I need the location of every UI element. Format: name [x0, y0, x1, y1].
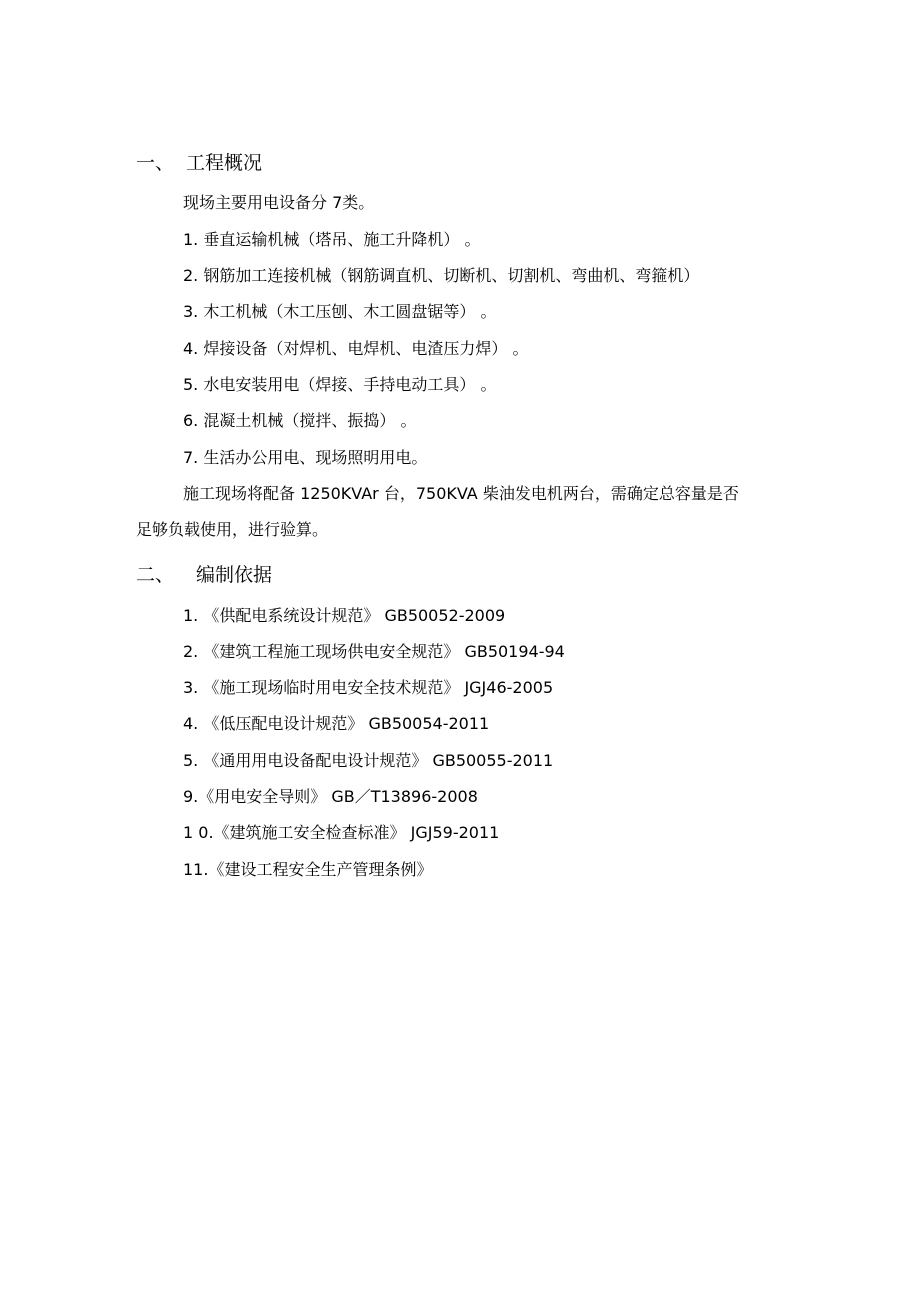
section-1-item-4: 4. 焊接设备（对焊机、电焊机、电渣压力焊） 。 — [183, 339, 529, 358]
section-1-item-6: 6. 混凝土机械（搅拌、振捣） 。 — [183, 411, 417, 430]
section-2-item-2: 2. 《建筑工程施工现场供电安全规范》 GB50194-94 — [183, 642, 565, 661]
section-2-item-3: 3. 《施工现场临时用电安全技术规范》 JGJ46-2005 — [183, 678, 554, 697]
section-1-item-3: 3. 木工机械（木工压刨、木工圆盘锯等） 。 — [183, 302, 497, 321]
section-2-heading — [136, 563, 272, 587]
section-2-item-4: 4. 《低压配电设计规范》 GB50054-2011 — [183, 714, 490, 733]
section-2-item-5: 5. 《通用用电设备配电设计规范》 GB50055-2011 — [183, 751, 554, 770]
section-2-item-1: 1. 《供配电系统设计规范》 GB50052-2009 — [183, 606, 506, 625]
section-1-item-1: 1. 垂直运输机械（塔吊、施工升降机） 。 — [183, 230, 481, 249]
section-2-number: 二、 — [136, 564, 175, 586]
section-1-item-7: 7. 生活办公用电、现场照明用电。 — [183, 448, 428, 467]
section-1-heading — [136, 151, 262, 175]
section-2-item-8: 11.《建设工程安全生产管理条例》 — [183, 860, 433, 879]
section-1-item-5: 5. 水电安装用电（焊接、手持电动工具） 。 — [183, 375, 497, 394]
section-2-item-6: 9.《用电安全导则》 GB／T13896-2008 — [183, 787, 478, 806]
section-1-item-2: 2. 钢筋加工连接机械（钢筋调直机、切断机、切割机、弯曲机、弯箍机） — [183, 266, 700, 285]
section-1-title: 工程概况 — [186, 152, 263, 174]
section-2-title: 编制依据 — [196, 564, 273, 586]
section-1-paragraph-line-1: 施工现场将配备 1250KVAr 台，750KVA 柴油发电机两台，需确定总容量是否 — [183, 484, 739, 503]
section-1-intro: 现场主要用电设备分 7类。 — [183, 193, 375, 212]
section-1-paragraph-line-2: 足够负载使用，进行验算。 — [136, 520, 329, 539]
section-1-number: 一、 — [136, 152, 175, 174]
section-2-item-7: 1 0.《建筑施工安全检查标准》 JGJ59-2011 — [183, 823, 500, 842]
